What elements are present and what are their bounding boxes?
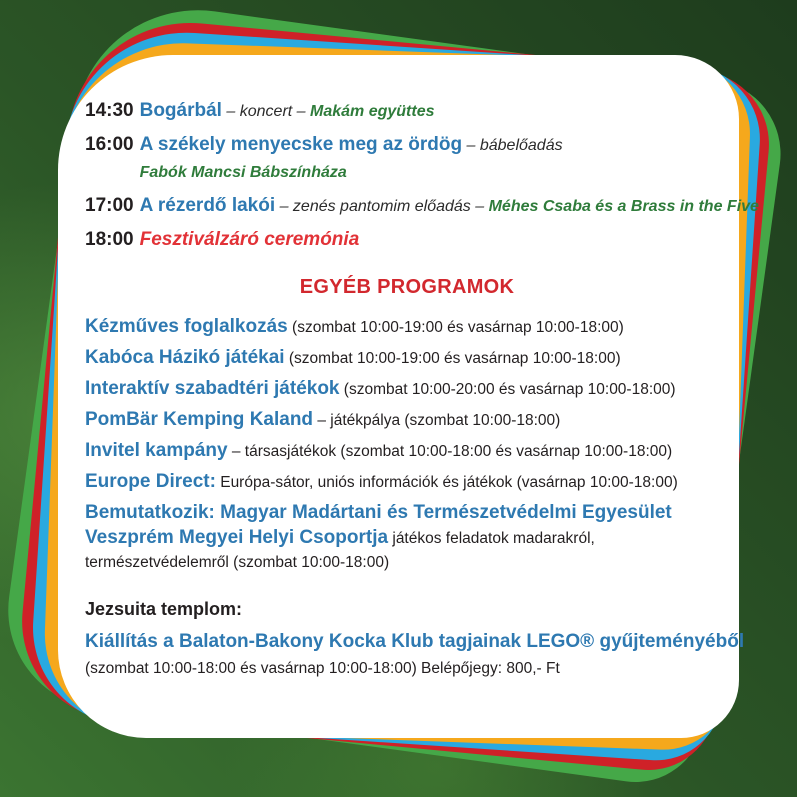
program-title: Europe Direct:	[85, 471, 216, 492]
program-details: (szombat 10:00-19:00 és vasárnap 10:00-18:00)	[284, 350, 621, 367]
closing-event-title: Fesztiválzáró ceremónia	[139, 229, 360, 250]
schedule-row	[85, 131, 729, 186]
program-details: Európa-sátor, uniós információk és játékok (vasárnap 10:00-18:00)	[215, 474, 678, 491]
program-details: – társasjátékok (szombat 10:00-18:00 és vasárnap 10:00-18:00)	[227, 443, 673, 460]
program-item	[85, 346, 729, 371]
event-title: A rézerdő lakói	[139, 195, 276, 216]
event-time: 16:00	[85, 134, 134, 155]
program-item	[85, 501, 729, 575]
program-item	[85, 439, 729, 464]
program-item	[85, 408, 729, 433]
program-title: Bemutatkozik: Magyar Madártani és Természetvédelmi Egyesület Veszprém Megyei Helyi Csoportja	[85, 502, 672, 548]
event-text	[140, 226, 360, 254]
venue-section	[85, 597, 745, 681]
program-title: Kabóca Házikó játékai	[85, 347, 285, 368]
program-title: Interaktív szabadtéri játékok	[85, 378, 340, 399]
event-text	[140, 192, 759, 220]
program-details: – játékpálya (szombat 10:00-18:00)	[313, 412, 561, 429]
schedule-row	[85, 226, 729, 254]
program-title: Invitel kampány	[85, 440, 228, 461]
event-descriptor: – bábelőadás	[462, 137, 563, 154]
program-details: játékos feladatok madarakról, természetvédelemről (szombat 10:00-18:00)	[85, 530, 595, 571]
program-title: Kézműves foglalkozás	[85, 316, 288, 337]
program-title: PomBär Kemping Kaland	[85, 409, 314, 430]
schedule-row	[85, 192, 759, 220]
performer-name: Méhes Csaba és a Brass in the Five	[488, 198, 759, 215]
program-item	[85, 470, 729, 495]
program-card	[58, 55, 759, 738]
program-details: (szombat 10:00-19:00 és vasárnap 10:00-18:00)	[287, 319, 624, 336]
venue-name: Jezsuita templom:	[85, 599, 243, 619]
exhibition-details: (szombat 10:00-18:00 és vasárnap 10:00-18:00) Belépőjegy: 800,- Ft	[85, 660, 560, 677]
performer-name: Makám együttes	[310, 103, 435, 120]
program-item	[85, 377, 729, 402]
event-descriptor: – zenés pantomim előadás –	[275, 198, 489, 215]
program-item	[85, 315, 729, 340]
event-descriptor: – koncert –	[221, 103, 311, 120]
performer-name: Fabók Mancsi Bábszínháza	[139, 164, 347, 181]
exhibition-title: Kiállítás a Balaton-Bakony Kocka Klub tagjainak LEGO® gyűjteményéből	[85, 631, 745, 652]
program-content	[58, 55, 759, 738]
event-time: 18:00	[85, 229, 134, 250]
program-details: (szombat 10:00-20:00 és vasárnap 10:00-18:00)	[339, 381, 676, 398]
event-text	[140, 131, 563, 186]
other-programs-heading: EGYÉB PROGRAMOK	[299, 276, 515, 298]
event-title: Bogárbál	[139, 100, 222, 121]
event-title: A székely menyecske meg az ördög	[139, 134, 463, 155]
event-text	[140, 97, 435, 125]
schedule-row	[85, 97, 729, 125]
event-time: 17:00	[85, 195, 134, 216]
event-time: 14:30	[85, 100, 134, 121]
